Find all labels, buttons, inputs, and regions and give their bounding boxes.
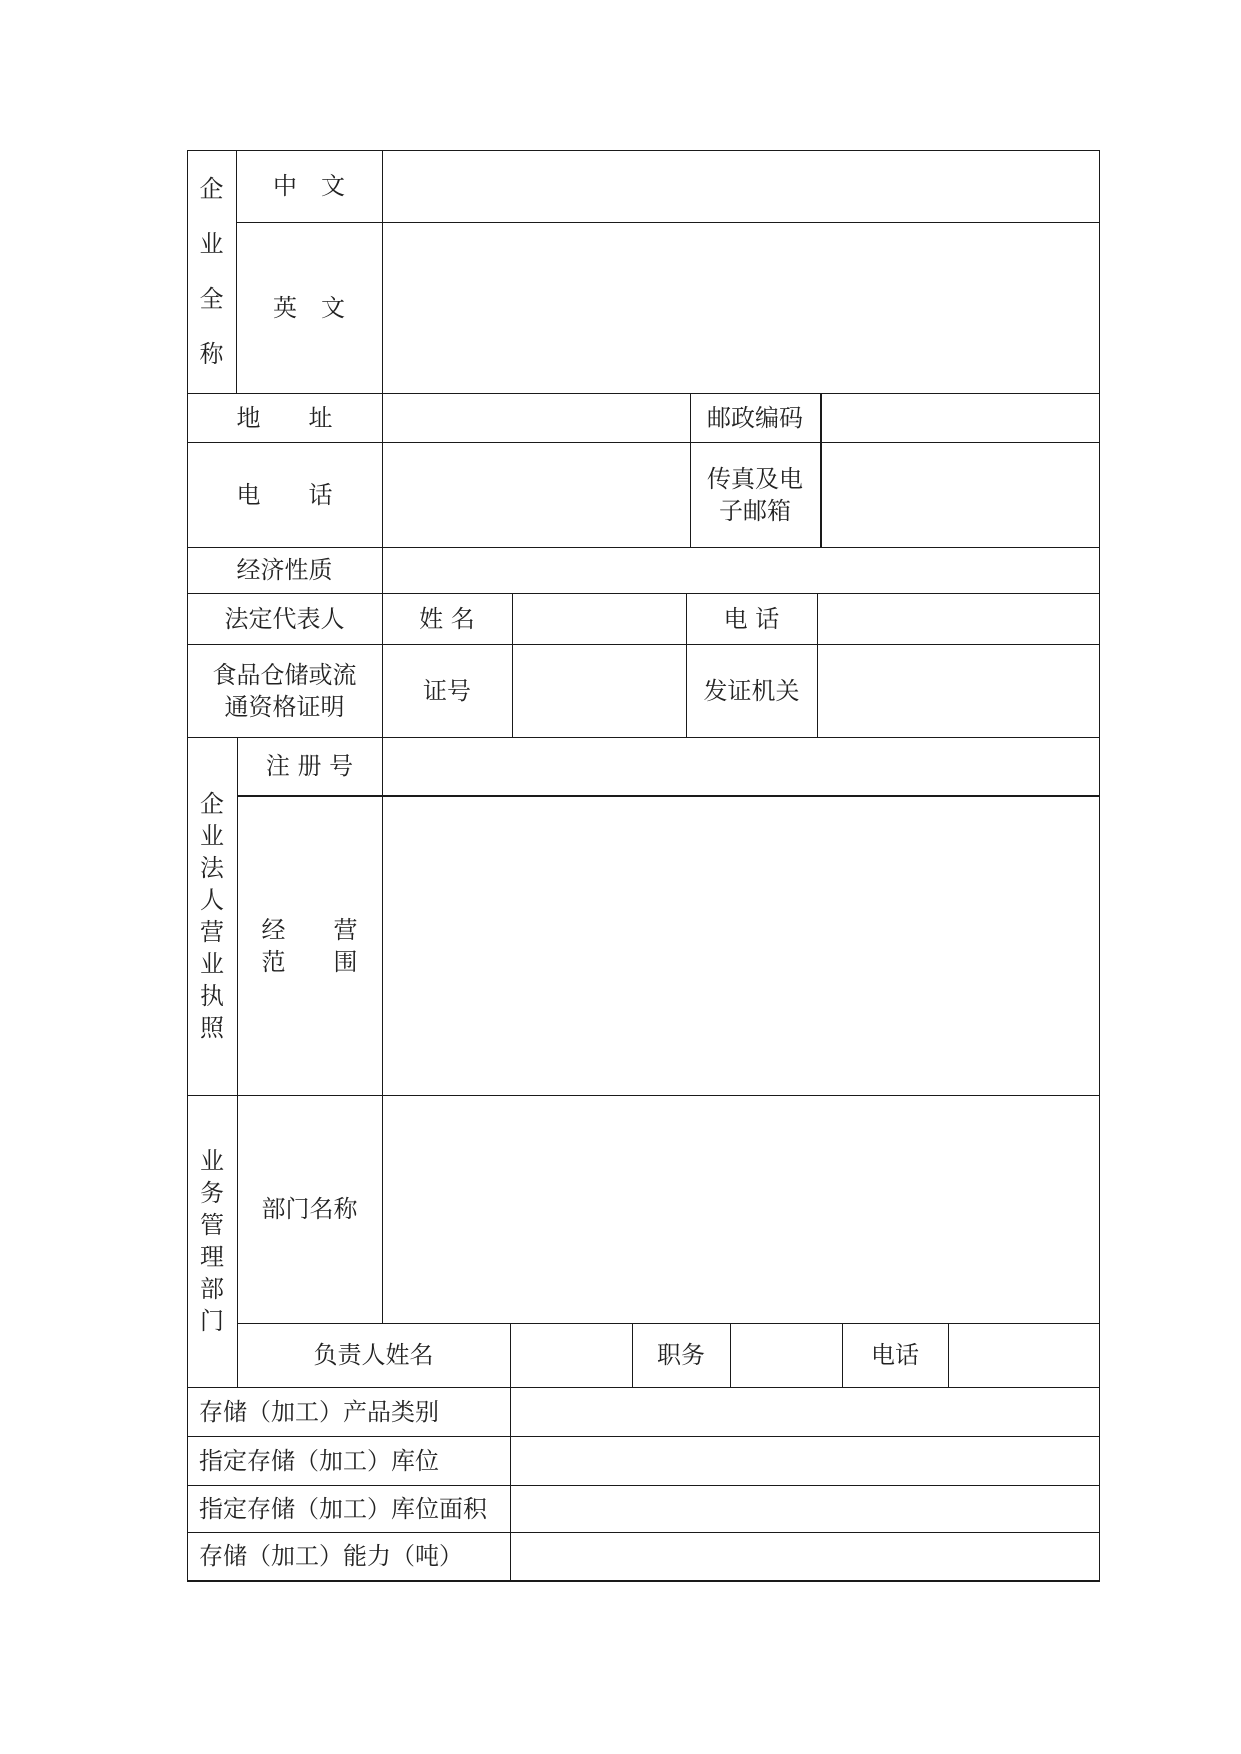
issuing-authority-field[interactable] bbox=[818, 645, 1099, 737]
business-license-group-label bbox=[187, 737, 237, 1095]
capacity-label: 存储（加工）能力（吨） bbox=[199, 1542, 463, 1570]
postal-code-label: 邮政编码 bbox=[707, 403, 803, 432]
reg-no-label: 注 册 号 bbox=[265, 752, 354, 780]
product-category-label: 存储（加工）产品类别 bbox=[199, 1397, 439, 1426]
economic-nature-field[interactable] bbox=[383, 548, 1099, 593]
phone-label: 电 话 bbox=[236, 480, 333, 509]
storage-location-field[interactable] bbox=[511, 1437, 1099, 1485]
issuing-authority-label: 发证机关 bbox=[703, 676, 800, 705]
cert-no-field[interactable] bbox=[513, 645, 686, 737]
person-in-charge-label: 负责人姓名 bbox=[313, 1341, 434, 1369]
dept-group-label bbox=[187, 1095, 237, 1387]
qualification-text: 食品仓储或流通资格证明 bbox=[212, 660, 357, 721]
vertical-text: 企业法人营业执照 bbox=[200, 790, 224, 1042]
qualification-label bbox=[187, 644, 382, 737]
fax-email-text: 传真及电子邮箱 bbox=[707, 464, 803, 525]
english-name-field[interactable] bbox=[383, 223, 1099, 393]
cert-no-label: 证号 bbox=[423, 676, 471, 705]
dept-name-label: 部门名称 bbox=[261, 1195, 358, 1223]
legal-rep-phone-field[interactable] bbox=[818, 594, 1099, 644]
company-name-group-label bbox=[187, 150, 236, 393]
address-label: 地 址 bbox=[236, 403, 333, 432]
legal-rep-label: 法定代表人 bbox=[224, 604, 345, 633]
vertical-text: 业务管理部门 bbox=[200, 1147, 224, 1335]
business-scope-label bbox=[237, 797, 382, 1095]
phone-field[interactable] bbox=[383, 443, 690, 547]
dept-phone-label: 电话 bbox=[871, 1341, 919, 1369]
address-field[interactable] bbox=[383, 394, 690, 442]
legal-rep-name-field[interactable] bbox=[513, 594, 686, 644]
reg-no-field[interactable] bbox=[383, 738, 1099, 795]
position-label: 职务 bbox=[657, 1341, 705, 1369]
storage-location-label: 指定存储（加工）库位 bbox=[199, 1446, 439, 1475]
business-scope-field[interactable] bbox=[383, 797, 1099, 1095]
storage-area-field[interactable] bbox=[511, 1486, 1099, 1532]
legal-rep-name-label: 姓 名 bbox=[419, 604, 475, 633]
rule bbox=[187, 1580, 1100, 1582]
business-scope-line-1: 经 营 bbox=[261, 916, 358, 944]
product-category-field[interactable] bbox=[511, 1388, 1099, 1436]
dept-phone-field[interactable] bbox=[949, 1324, 1099, 1387]
position-field[interactable] bbox=[731, 1324, 842, 1387]
storage-area-label: 指定存储（加工）库位面积 bbox=[199, 1494, 487, 1523]
business-scope-line-2: 范 围 bbox=[261, 948, 358, 976]
capacity-field[interactable] bbox=[511, 1533, 1099, 1580]
postal-code-field[interactable] bbox=[822, 394, 1099, 442]
chinese-name-field[interactable] bbox=[383, 151, 1099, 222]
vertical-text: 企业全称 bbox=[199, 174, 224, 368]
legal-rep-phone-label: 电 话 bbox=[723, 604, 780, 633]
fax-email-field[interactable] bbox=[822, 443, 1099, 547]
fax-email-label bbox=[690, 442, 820, 547]
rule bbox=[1099, 150, 1100, 1581]
person-in-charge-field[interactable] bbox=[511, 1324, 632, 1387]
economic-nature-label: 经济性质 bbox=[236, 556, 333, 584]
chinese-label: 中 文 bbox=[273, 172, 345, 200]
dept-name-field[interactable] bbox=[383, 1096, 1099, 1323]
english-label: 英 文 bbox=[273, 293, 345, 322]
